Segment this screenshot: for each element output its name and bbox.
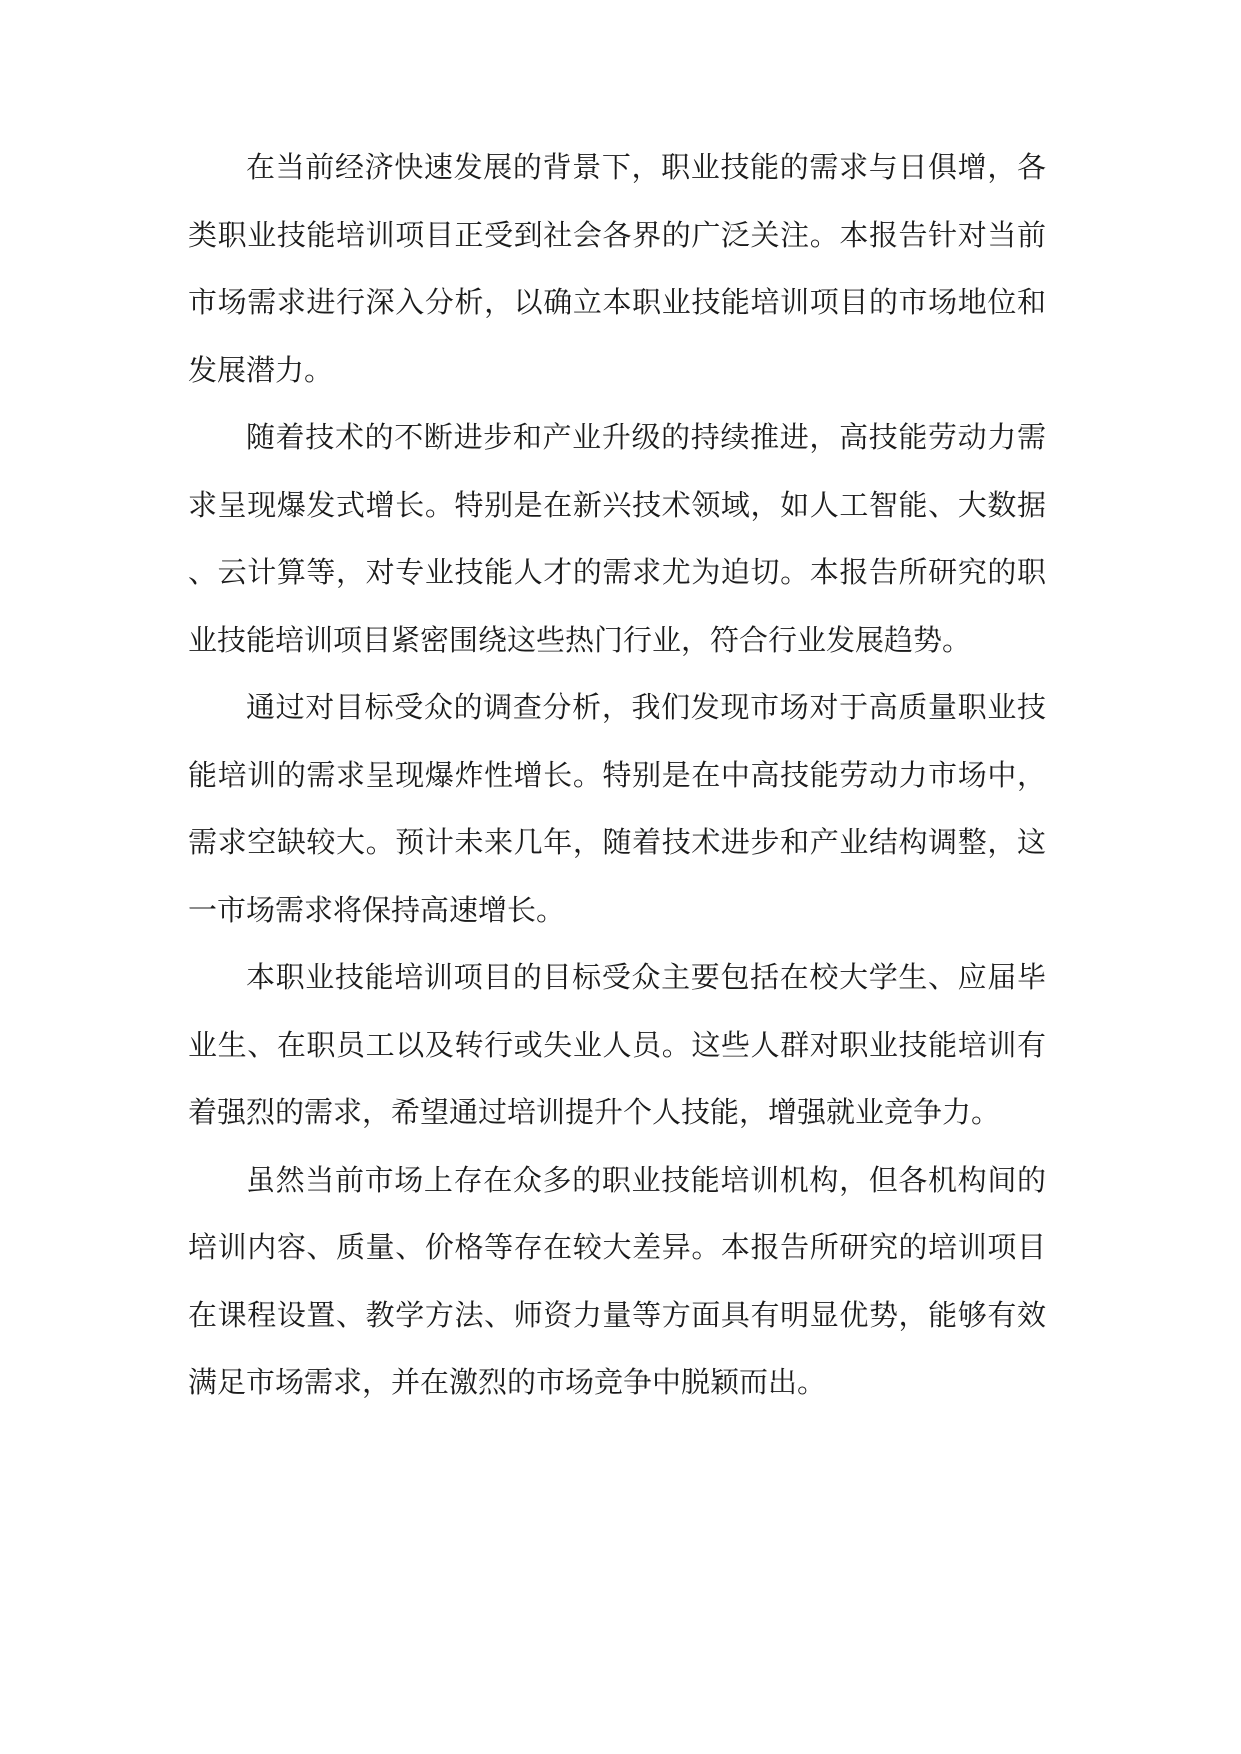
paragraph-4: 本职业技能培训项目的目标受众主要包括在校大学生、应届毕业生、在职员工以及转行或失业人员。这些人群对职业技能培训有着强烈的需求，希望通过培训提升个人技能，增强就业竞争力。 (188, 960, 1046, 1129)
document-body (188, 134, 1046, 1417)
paragraph-2: 随着技术的不断进步和产业升级的持续推进，高技能劳动力需求呈现爆发式增长。特别是在新兴技术领域，如人工智能、大数据、云计算等，对专业技能人才的需求尤为迫切。本报告所研究的职业技能培训项目紧密围绕这些热门行业，符合行业发展趋势。 (188, 420, 1046, 657)
paragraph-5: 虽然当前市场上存在众多的职业技能培训机构，但各机构间的培训内容、质量、价格等存在较大差异。本报告所研究的培训项目在课程设置、教学方法、师资力量等方面具有明显优势，能够有效满足市场需求，并在激烈的市场竞争中脱颖而出。 (188, 1162, 1046, 1399)
paragraph-3: 通过对目标受众的调查分析，我们发现市场对于高质量职业技能培训的需求呈现爆炸性增长。特别是在中高技能劳动力市场中，需求空缺较大。预计未来几年，随着技术进步和产业结构调整，这一市场需求将保持高速增长。 (188, 690, 1046, 927)
paragraph-1: 在当前经济快速发展的背景下，职业技能的需求与日俱增，各类职业技能培训项目正受到社会各界的广泛关注。本报告针对当前市场需求进行深入分析，以确立本职业技能培训项目的市场地位和发展潜力。 (188, 150, 1046, 387)
